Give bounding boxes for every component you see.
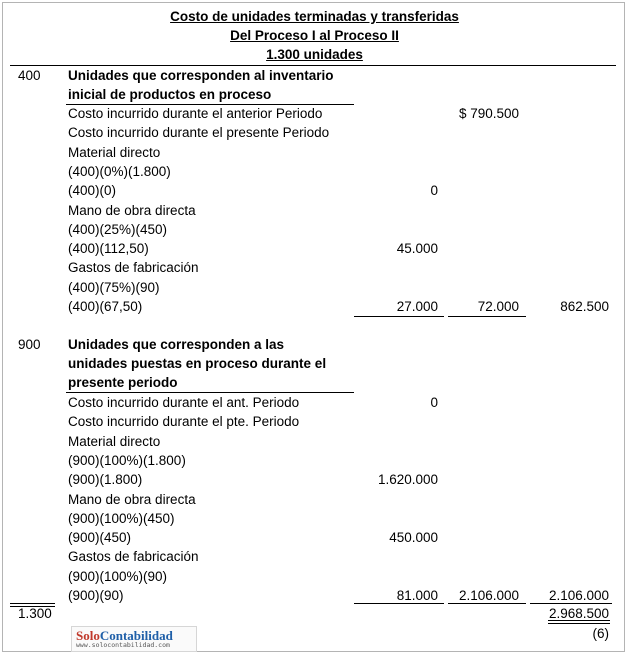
logo-text-contabilidad: Contabilidad (99, 628, 173, 643)
row-label: (400)(0) (68, 183, 117, 198)
row-label: (400)(67,50) (68, 299, 143, 314)
amount-col1: 450.000 (389, 530, 438, 545)
document-subtitle: Del Proceso I al Proceso II (230, 28, 399, 43)
solocontabilidad-logo (71, 626, 197, 652)
section2-heading: Unidades que corresponden a las (68, 337, 285, 352)
total-quantity: 1.300 (18, 606, 52, 621)
section2-quantity: 900 (18, 337, 41, 352)
row-label: Costo incurrido durante el anterior Periodo (68, 106, 323, 121)
amount-col1: 1.620.000 (377, 472, 438, 487)
row-label: Mano de obra directa (68, 492, 196, 507)
amount-col1: 81.000 (396, 588, 438, 603)
row-label: (900)(450) (68, 530, 132, 545)
amount-col1: 27.000 (396, 299, 438, 314)
logo-text-solo: Solo (76, 628, 100, 643)
logo-url: www.solocontabilidad.com (76, 641, 170, 649)
amount-col2: 72.000 (477, 299, 519, 314)
row-label: (900)(1.800) (68, 472, 143, 487)
units-label: 1.300 unidades (266, 47, 363, 62)
row-label: Gastos de fabricación (68, 549, 199, 564)
section1-heading-cont: inicial de productos en proceso (68, 87, 272, 102)
amount-col3: 862.500 (560, 299, 609, 314)
section2-heading-cont: unidades puestas en proceso durante el (68, 356, 327, 371)
section2-col1-rule (354, 603, 444, 604)
header-rule (10, 65, 616, 66)
section1-quantity: 400 (18, 68, 41, 83)
note-reference: (6) (592, 626, 609, 641)
section1-col2-rule (448, 316, 526, 317)
section2-col3-rule (530, 603, 612, 604)
row-label: (400)(0%)(1.800) (68, 164, 171, 179)
row-label: (900)(100%)(90) (68, 569, 168, 584)
amount-col1: 45.000 (396, 241, 438, 256)
amount-col2: 2.106.000 (458, 588, 519, 603)
row-label: Material directo (68, 434, 161, 449)
amount-col3: 2.106.000 (548, 588, 609, 603)
row-label: (400)(112,50) (68, 241, 149, 256)
amount-col1: 0 (430, 183, 438, 198)
section1-col1-rule (354, 316, 444, 317)
grand-total: 2.968.500 (548, 606, 609, 621)
section2-col2-rule (448, 603, 526, 604)
row-label: (900)(100%)(1.800) (68, 453, 186, 468)
section2-heading-rule (66, 392, 354, 393)
amount-col2: $ 790.500 (458, 106, 519, 121)
row-label: (400)(25%)(450) (68, 222, 168, 237)
amount-col1: 0 (430, 395, 438, 410)
row-label: Mano de obra directa (68, 203, 196, 218)
row-label: Costo incurrido durante el presente Periodo (68, 125, 330, 140)
section2-heading-cont2: presente periodo (68, 375, 178, 390)
row-label: Material directo (68, 145, 161, 160)
row-label: Costo incurrido durante el pte. Periodo (68, 414, 300, 429)
row-label: (400)(75%)(90) (68, 280, 160, 295)
document-title: Costo de unidades terminadas y transferidas (170, 9, 459, 24)
row-label: Costo incurrido durante el ant. Periodo (68, 395, 300, 410)
row-label: Gastos de fabricación (68, 260, 199, 275)
section1-heading: Unidades que corresponden al inventario (68, 68, 334, 83)
row-label: (900)(90) (68, 588, 124, 603)
row-label: (900)(100%)(450) (68, 511, 175, 526)
